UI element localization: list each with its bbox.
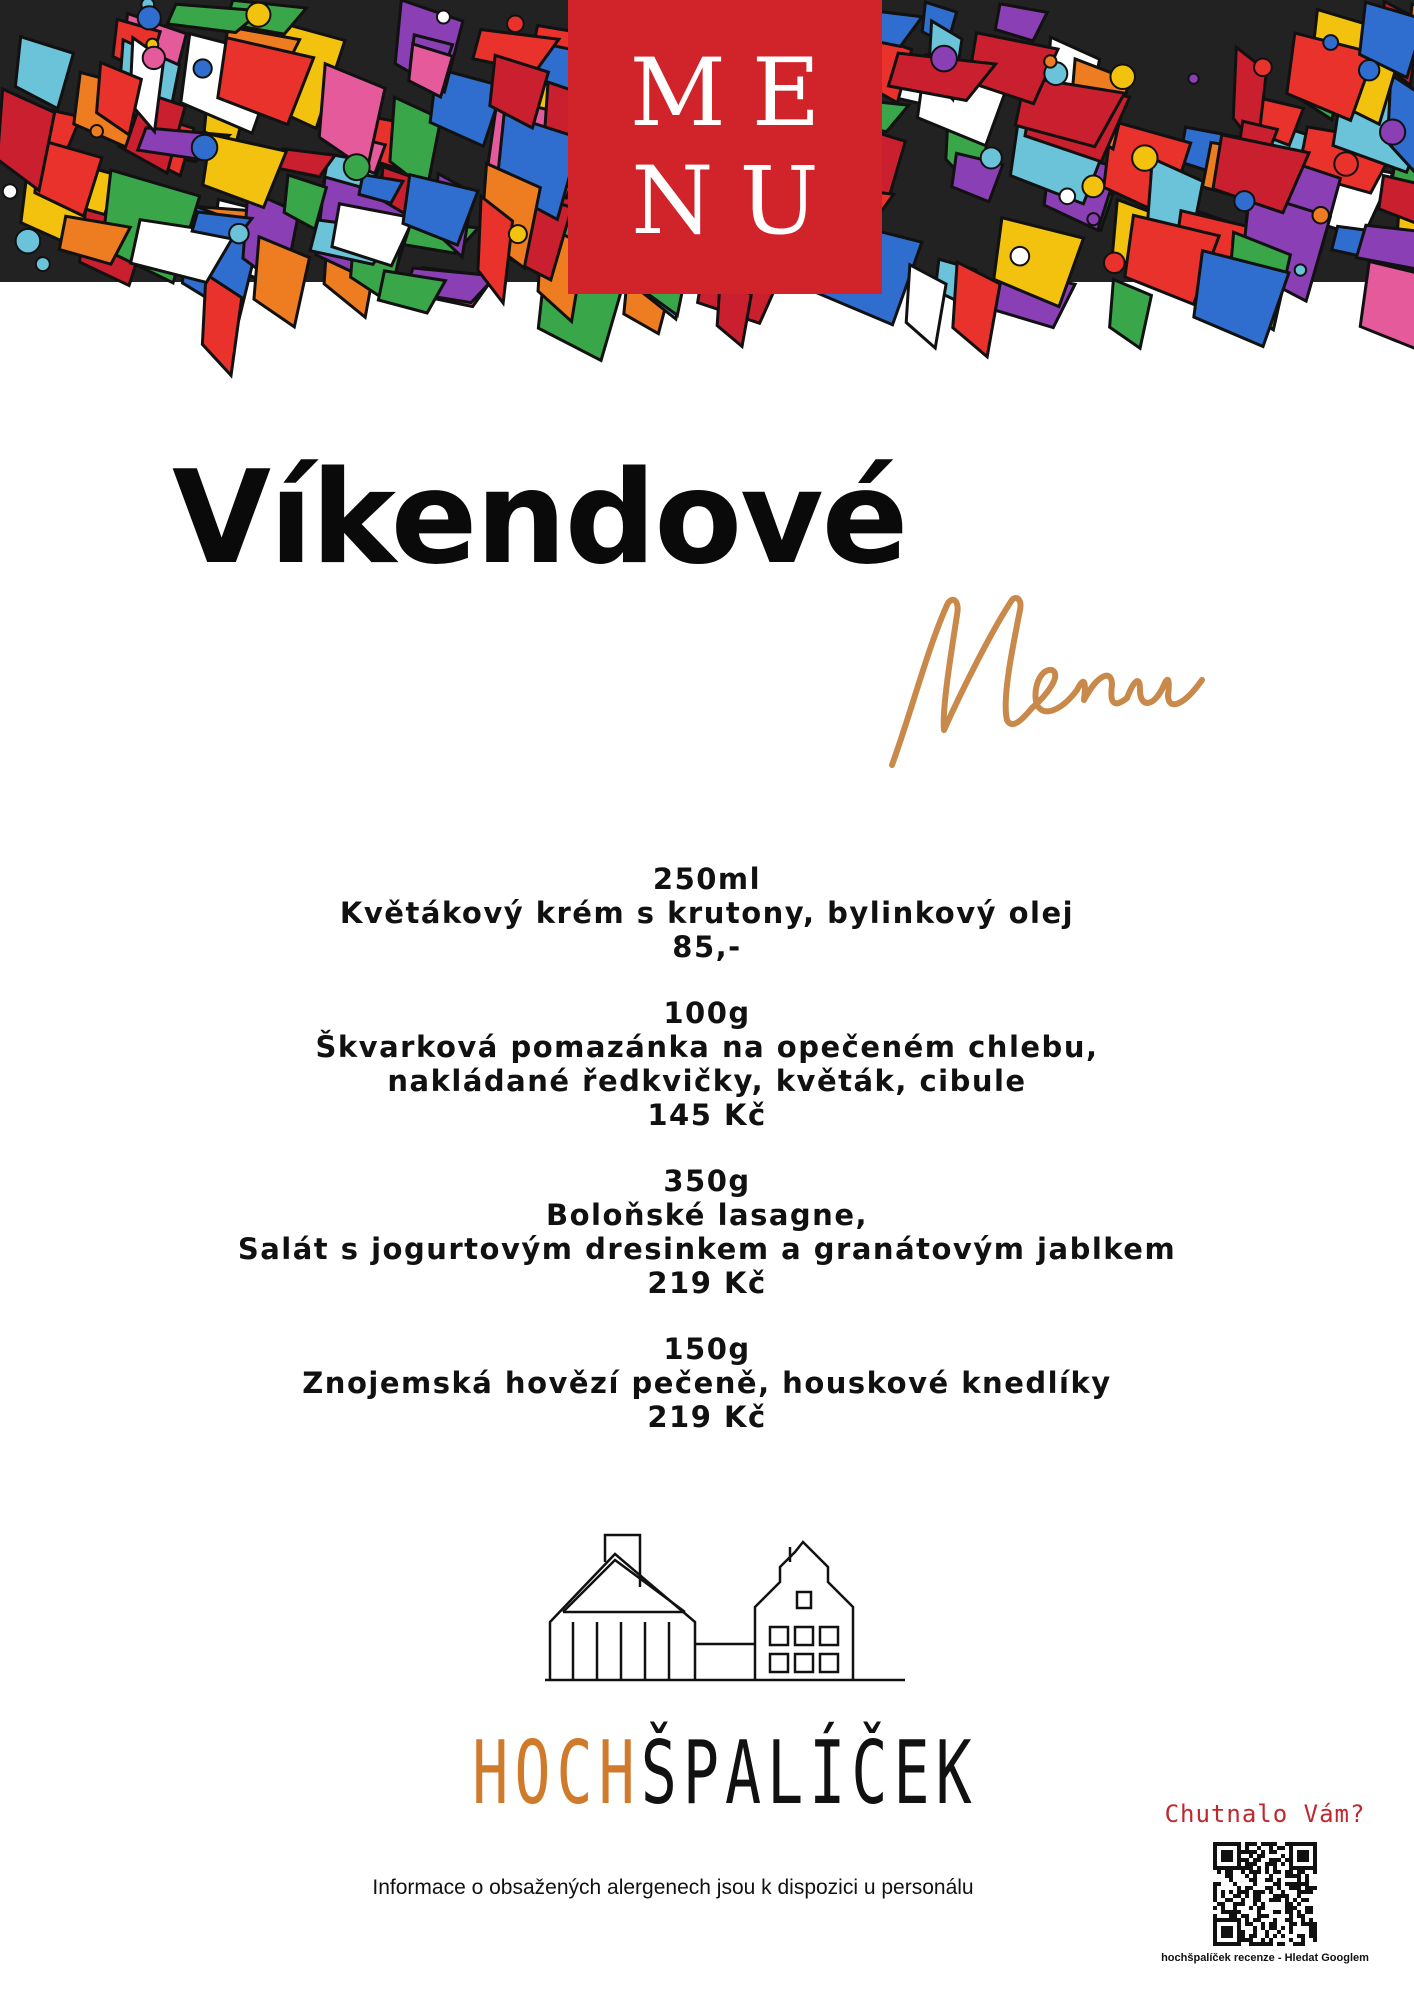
qr-code-icon[interactable] [1213,1842,1317,1946]
menu-item [0,996,1414,1132]
item-name: Boloňské lasagne, [546,1198,868,1232]
item-portion: 100g [663,996,751,1030]
building-icon [545,1535,905,1680]
menu-item [0,1164,1414,1300]
item-name-cont: Salát s jogurtovým dresinkem a granátovým jablkem [237,1232,1177,1266]
allergen-note: Informace o obsažených alergenech jsou k dispozici u personálu [372,1876,974,1899]
item-name: Květákový krém s krutony, bylinkový olej [339,896,1075,930]
menu-badge-line1: ME [629,39,847,148]
svg-text:HOCHŠPALÍČEK [472,1722,977,1824]
menu-item [0,862,1414,964]
item-price: 219 Kč [647,1400,767,1434]
hochspalicek-logo [472,1532,978,1825]
menu-badge [568,0,882,294]
menu-items [0,862,1414,1466]
item-name: Škvarková pomazánka na opečeném chlebu, [315,1030,1099,1064]
qr-caption: hochšpalíček recenze - Hledat Googlem [1161,1952,1369,1964]
logo-text-spalicek: ŠPALÍČEK [640,1722,978,1825]
item-name: Znojemská hovězí pečeně, houskové knedlíky [302,1366,1112,1400]
menu-item [0,1332,1414,1434]
item-price: 85,- [672,930,742,964]
review-qr-block [1140,1800,1390,1964]
page-title: Víkendové [172,444,907,593]
item-portion: 250ml [652,862,762,896]
item-portion: 150g [663,1332,751,1366]
logo-text-hoch: HOCH [472,1722,641,1825]
item-price: 219 Kč [647,1266,767,1300]
item-name-cont: nakládané ředkvičky, květák, cibule [387,1064,1027,1098]
qr-title: Chutnalo Vám? [1164,1800,1366,1828]
item-portion: 350g [663,1164,751,1198]
item-price: 145 Kč [647,1098,767,1132]
script-menu-heading [872,580,1282,780]
menu-badge-line2: NU [631,147,845,256]
